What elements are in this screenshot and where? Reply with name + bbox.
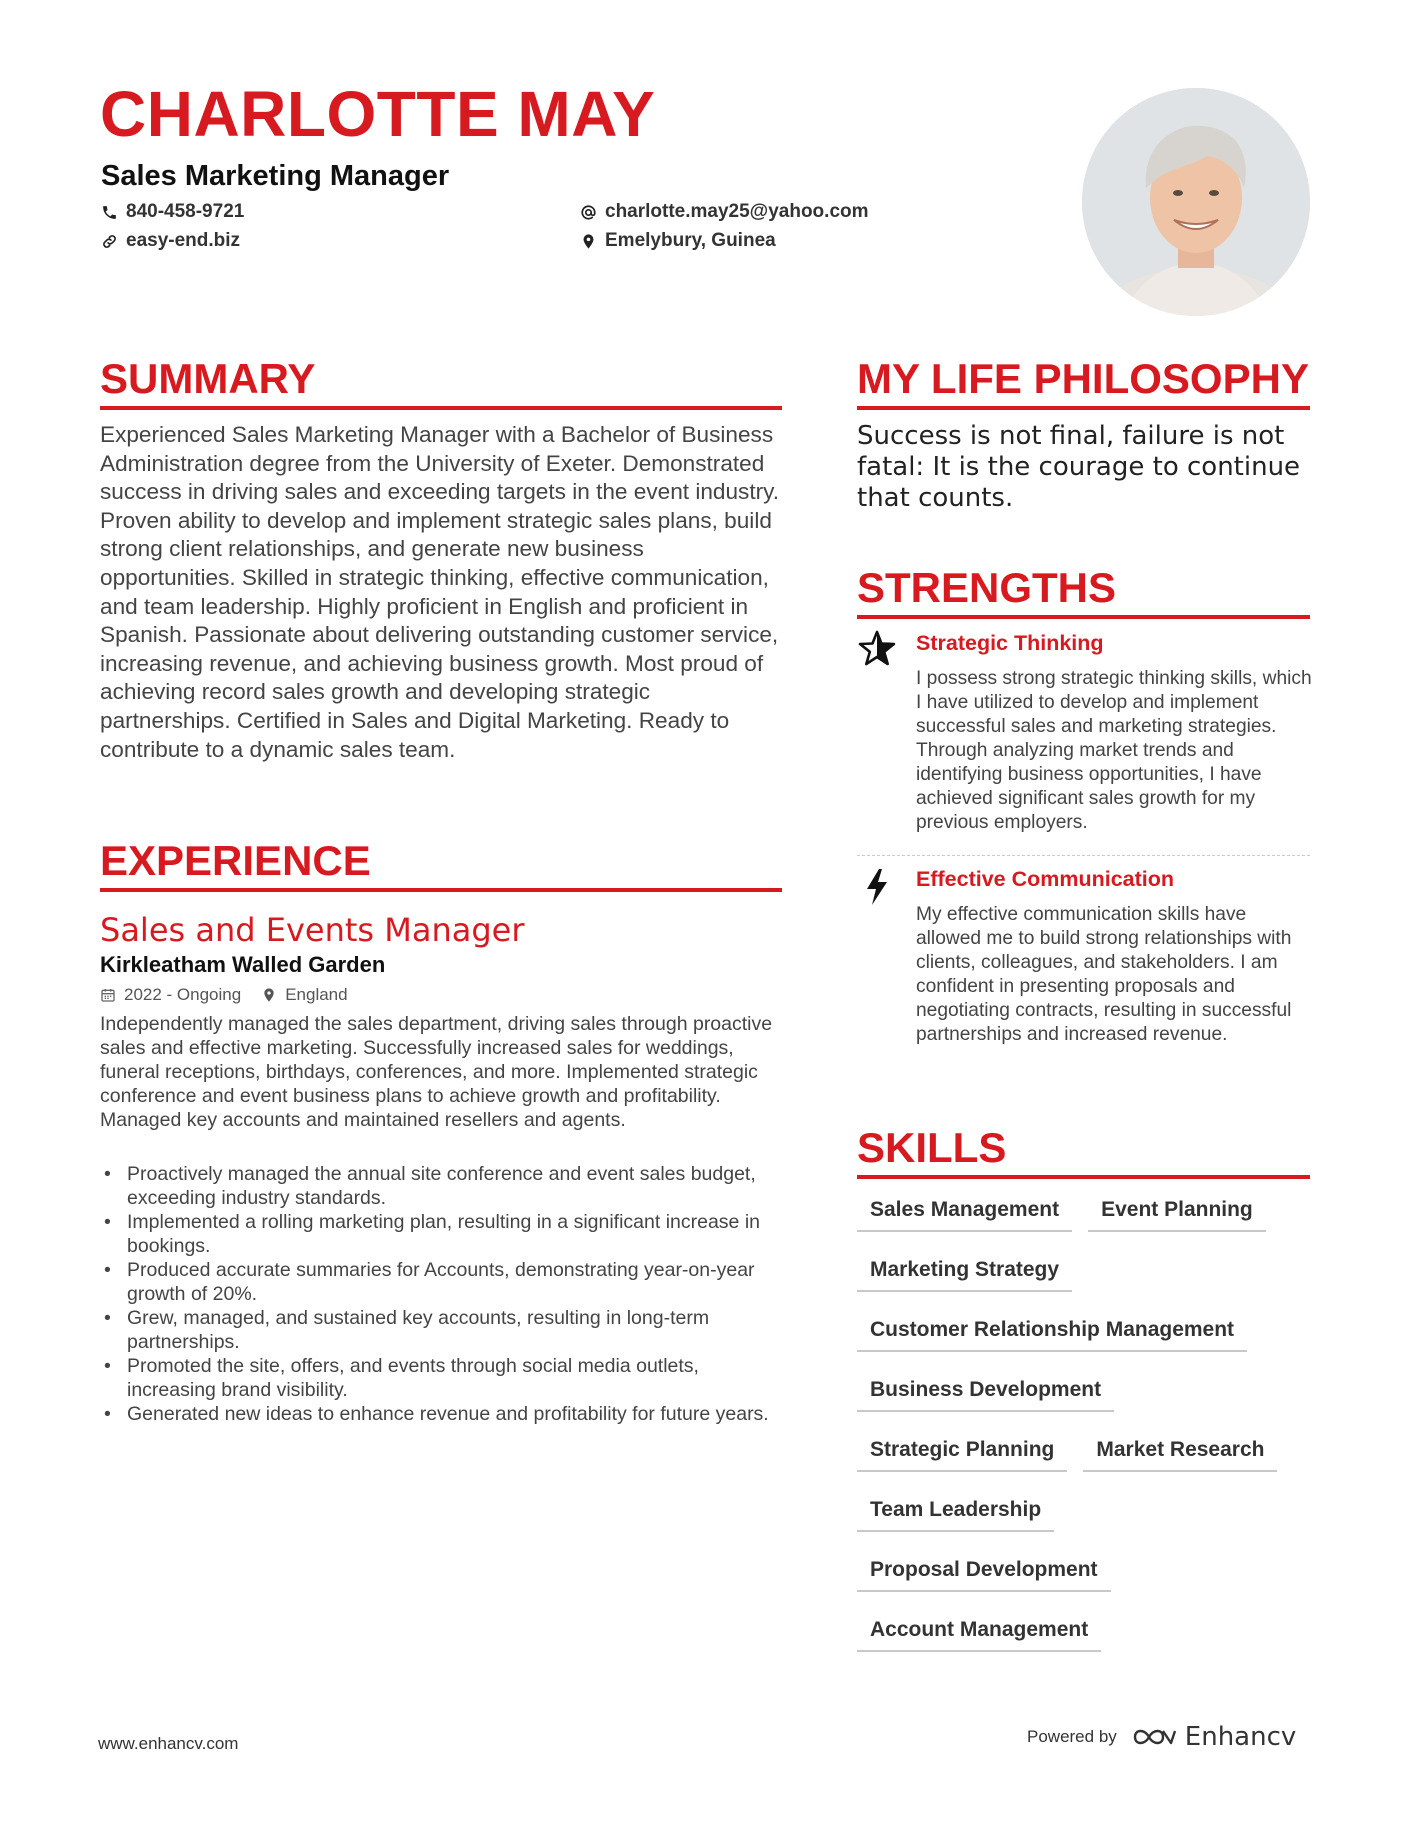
skill-tag: Proposal Development [857,1558,1111,1592]
summary-text: Experienced Sales Marketing Manager with a Bachelor of Business Administration degree from the University of Exeter. Demonstrated success in driving sales and exceeding targets in the event industry. Proven ability to develop and implement strategic sales plans, build strong client relationships, and generate new business opportunities. Skilled in strategic thinking, effective communication, and team leadership. Highly proficient in English and proficient in Spanish. Passionate about delivering outstanding customer service, increasing revenue, and achieving business growth. Most proud of achieving record sales growth and developing strategic partnerships. Certified in Sales and Digital Marketing. Ready to contribute to a dynamic sales team. [100,422,780,762]
strength-title: Effective Communication [916,867,1175,891]
skill-tag: Business Development [857,1378,1114,1412]
brand-logo [1131,1722,1296,1752]
skill-tag: Team Leadership [857,1498,1054,1532]
job-bullet: • Produced accurate summaries for Accounts, demonstrating year-on-year growth of 20%. [100,1258,790,1306]
philosophy-quote: Success is not final, failure is not fatal: It is the courage to continue that counts. [857,421,1301,513]
website-text: easy-end.biz [126,230,241,251]
job-description: Independently managed the sales department, driving sales through proactive sales and effective marketing. Successfully increased sales for weddings, funeral receptions, birthdays, conferences, and more. Implemented strategic conference and event business plans to achieve growth and profitability. Managed key accounts and maintained resellers and agents. [100,1013,773,1131]
contact-website[interactable] [101,230,240,252]
candidate-title: Sales Marketing Manager [101,160,450,192]
skill-tag: Event Planning [1088,1198,1266,1232]
philosophy-heading: MY LIFE PHILOSOPHY [857,358,1310,410]
candidate-name: CHARLOTTE MAY [100,78,656,150]
skills-list [857,1198,1317,1652]
skill-tag: Strategic Planning [857,1438,1067,1472]
job-bullet: • Proactively managed the annual site conference and event sales budget, exceeding industry standards. [100,1162,790,1210]
footer-website[interactable]: www.enhancv.com [98,1734,239,1753]
contact-phone[interactable] [101,201,244,223]
divider [857,855,1310,856]
lightning-icon [857,867,897,907]
link-icon [101,233,118,250]
profile-photo [1082,88,1310,316]
phone-icon [101,204,118,221]
enhancv-logo-icon [1131,1725,1177,1749]
star-icon [857,629,897,669]
job-bullet: • Implemented a rolling marketing plan, resulting in a significant increase in bookings. [100,1210,790,1258]
summary-heading: SUMMARY [100,358,782,410]
email-text: charlotte.may25@yahoo.com [605,201,869,222]
skill-tag: Marketing Strategy [857,1258,1072,1292]
footer-branding [1027,1722,1296,1752]
strength-title: Strategic Thinking [916,631,1104,655]
contact-location [580,230,776,252]
job-bullet: • Generated new ideas to enhance revenue and profitability for future years. [100,1402,790,1426]
skill-tag: Market Research [1083,1438,1277,1472]
contact-email[interactable] [580,201,869,223]
job-role: Sales and Events Manager [100,911,525,949]
job-company: Kirkleatham Walled Garden [100,952,386,977]
job-bullets [100,1162,790,1426]
skill-tag: Customer Relationship Management [857,1318,1247,1352]
job-dates: 2022 - Ongoing [124,985,242,1004]
powered-by-label: Powered by [1027,1727,1117,1746]
strengths-heading: STRENGTHS [857,567,1310,619]
strength-description: I possess strong strategic thinking skills, which I have utilized to develop and implement successful sales and marketing strategies. Through analyzing market trends and identifying business opportunities, I have achieved significant sales growth for my previous employers. [916,668,1312,833]
skill-tag: Sales Management [857,1198,1072,1232]
phone-text: 840-458-9721 [126,201,245,222]
strength-description: My effective communication skills have allowed me to build strong relationships with clients, colleagues, and stakeholders. I am confident in presenting proposals and negotiating contracts, resulting in successful partnerships and increased revenue. [916,904,1292,1045]
skills-heading: SKILLS [857,1127,1310,1179]
location-text: Emelybury, Guinea [605,230,776,251]
brand-name: Enhancv [1184,1722,1297,1752]
job-bullet: • Promoted the site, offers, and events through social media outlets, increasing brand visibility. [100,1354,790,1402]
job-meta [100,985,348,1005]
job-location: England [285,985,348,1004]
at-icon [580,204,597,221]
job-bullet: • Grew, managed, and sustained key accounts, resulting in long-term partnerships. [100,1306,790,1354]
experience-heading: EXPERIENCE [100,840,782,892]
map-pin-icon [580,233,597,250]
skill-tag: Account Management [857,1618,1101,1652]
map-pin-icon [261,987,277,1003]
calendar-icon [100,987,116,1003]
